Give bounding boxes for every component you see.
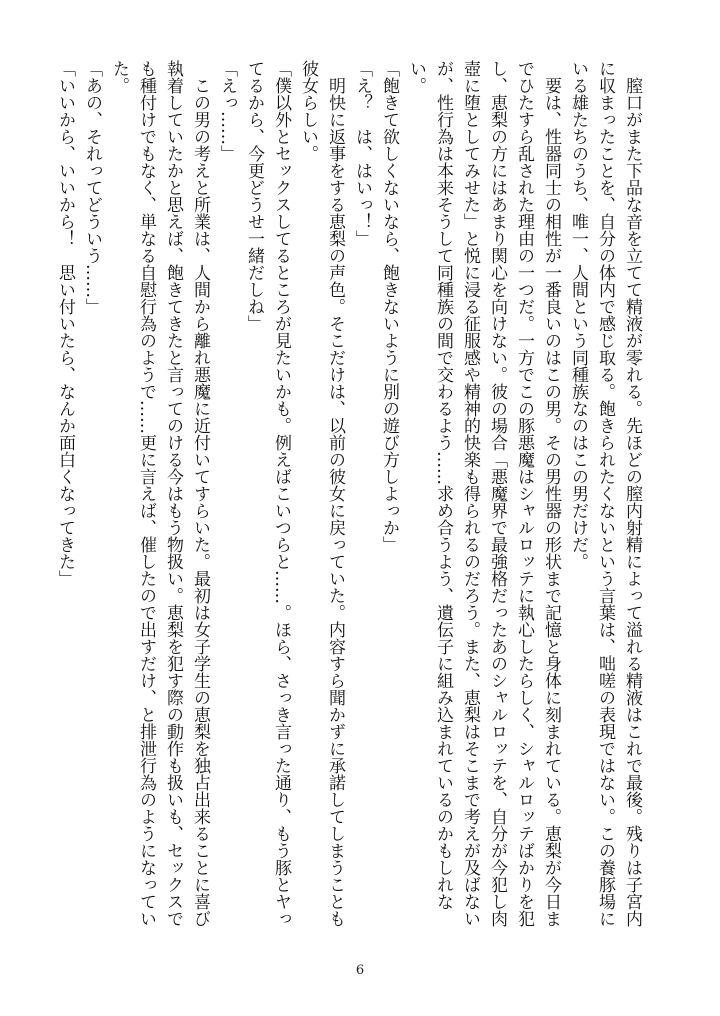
dialogue-line: 「飽きて欲しくないなら、飽きないように別の遊び方しよっか」: [379, 60, 399, 553]
paragraph: この男の考えと所業は、人間から離れ悪魔に近付いてすらいた。最初は女子学生の恵梨を独占出来ることに喜び執着していたかと思えば、飽きてきたと言ってのける今はもう物扱い。恵梨を犯す際の動作も扱いも、セックスでも種付けでもなく、単なる自慰行為のようで……更に言えば、催したので出すだけ、と排泄行為のようになっていた。: [109, 60, 210, 927]
page-number: 6: [355, 963, 365, 978]
vertical-text-body: [51, 60, 645, 940]
dialogue-line: 「あの、それってどういう……」: [82, 60, 102, 315]
dialogue-line: 「僕以外とセックスしてるところが見たいかも。例えばこいつらと……。ほら、さっき言った通り、もう豚とヤってるから、今更どうせ一緒だしね」: [244, 60, 291, 927]
paragraph: 要は、性器同士の相性が一番良いのはこの男。その男性器の形状まで記憶と身体に刻まれている。恵梨が今日までひたすら乱された理由の一つだ。一方でこの豚悪魔はシャルロッテに執心したらしく、シャルロッテばかりを犯し、恵梨の方にはあまり関心を向けない。彼の場合「悪魔界で最強格だったあのシャルロッテを、自分が今犯し肉壺に堕としてみせた」と悦に浸る征服感や精神的快楽も得られるのだろう。また、恵梨はそこまで考えが及ばないが、性行為は本来そうして同種族の間で交わるよう……求め合うよう、遺伝子に組み込まれているのかもしれない。: [406, 60, 561, 927]
dialogue-line: 「いいから、いいから！ 思い付いたら、なんか面白くなってきた」: [55, 60, 75, 587]
paragraph: 膣口がまた下品な音を立てて精液が零れる。先ほどの膣内射精によって溢れる精液はこれで最後。残りは子宮内に収まったことを、自分の体内で感じ取る。飽きられたくないという言葉は、咄嗟の表現ではない。この養豚場にいる雄たちのうち、唯一、人間という同種族なのはこの男だけだ。: [568, 60, 642, 927]
dialogue-line: 「え？ は、はいっ！」: [352, 60, 372, 247]
dialogue-line: 「えっ……」: [217, 60, 237, 162]
paragraph: 明快に返事をする恵梨の声色。そこだけは、以前の彼女に戻っていた。内容すら聞かずに承諾してしまうことも彼女らしい。: [298, 60, 345, 927]
